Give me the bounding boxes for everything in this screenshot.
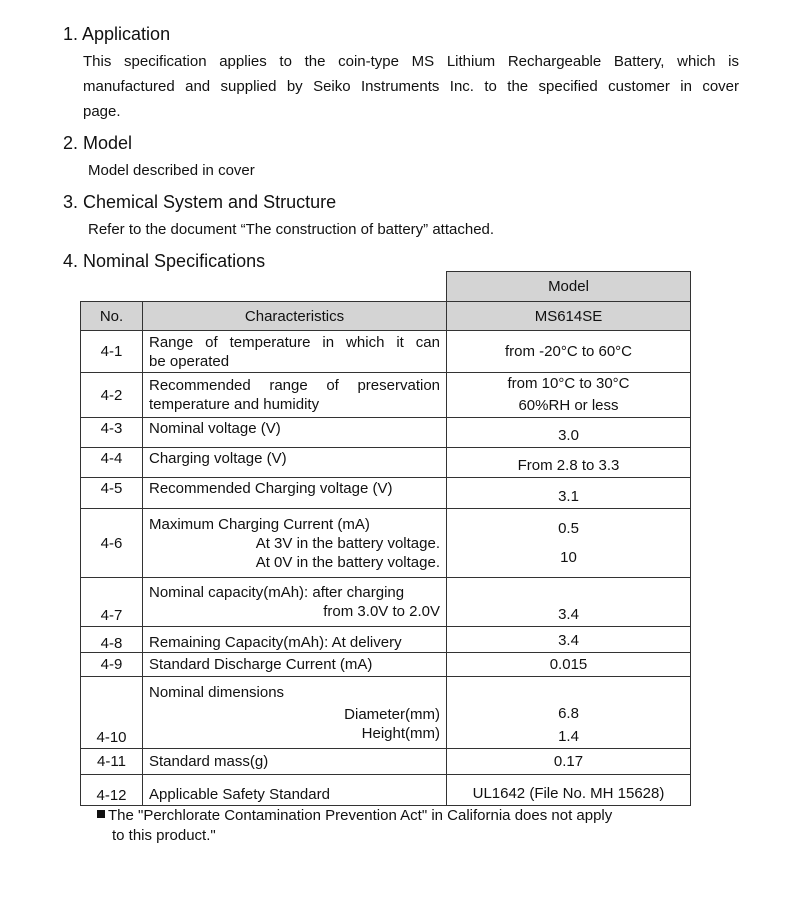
row-no: 4-5 <box>81 478 143 509</box>
row-no: 4-4 <box>81 448 143 478</box>
section-1-line-3: page. <box>83 103 121 120</box>
section-1-title: 1. Application <box>63 24 171 44</box>
section-1-text <box>83 49 739 124</box>
row-characteristic: Recommended Charging voltage (V) <box>143 478 447 509</box>
table-row <box>81 749 691 775</box>
table-row <box>81 448 691 478</box>
row-characteristic: Applicable Safety Standard <box>143 775 447 806</box>
section-2-title: 2. Model <box>63 133 133 153</box>
row-characteristic: Charging voltage (V) <box>143 448 447 478</box>
row-value-line: 6.8 <box>558 705 579 722</box>
row-characteristic-line: Maximum Charging Current (mA) <box>149 515 370 533</box>
section-1-line-1: This specification applies to the coin-type MS Lithium Rechargeable Battery, which is <box>83 53 739 70</box>
table-row <box>81 677 691 749</box>
table-row <box>81 418 691 448</box>
row-characteristic <box>143 509 447 578</box>
table-row <box>81 331 691 373</box>
row-value: 3.0 <box>447 418 691 448</box>
row-characteristic <box>143 677 447 749</box>
note-line-2: to this product." <box>112 827 216 844</box>
row-characteristic: Standard mass(g) <box>143 749 447 775</box>
row-no: 4-11 <box>81 749 143 775</box>
perchlorate-note <box>97 806 697 846</box>
row-characteristic <box>143 373 447 418</box>
row-value <box>447 677 691 749</box>
row-value: 3.1 <box>447 478 691 509</box>
section-2-text: Model described in cover <box>88 162 255 179</box>
row-value-line: 1.4 <box>558 728 579 745</box>
row-characteristic-line: be operated <box>149 352 230 370</box>
section-4-title: 4. Nominal Specifications <box>63 251 266 271</box>
row-no: 4-12 <box>81 775 143 806</box>
row-characteristic: Standard Discharge Current (mA) <box>143 653 447 677</box>
row-characteristic-line: Height(mm) <box>361 724 440 742</box>
row-no: 4-7 <box>81 578 143 627</box>
row-value: 0.17 <box>447 749 691 775</box>
row-no: 4-10 <box>81 677 143 749</box>
table-row <box>81 478 691 509</box>
model-header: Model <box>447 272 691 302</box>
row-value: From 2.8 to 3.3 <box>447 448 691 478</box>
row-characteristic-line: Recommended range of preservation <box>149 377 440 394</box>
row-characteristic-line: Nominal capacity(mAh): after charging <box>149 584 405 601</box>
row-characteristic-line: Nominal dimensions <box>149 683 285 701</box>
row-characteristic-line: temperature and humidity <box>149 396 320 413</box>
section-3-text: Refer to the document “The construction of battery” attached. <box>88 221 495 238</box>
bullet-square-icon <box>97 810 105 818</box>
note-line-1: The "Perchlorate Contamination Prevention Act" in California does not apply <box>108 807 613 824</box>
row-characteristic-line: At 0V in the battery voltage. <box>255 553 440 571</box>
model-name-cell: MS614SE <box>447 302 691 331</box>
row-characteristic-line: Range of temperature in which it can <box>149 333 440 351</box>
section-3-title: 3. Chemical System and Structure <box>63 192 337 212</box>
row-no: 4-9 <box>81 653 143 677</box>
row-characteristic-line: Diameter(mm) <box>344 705 440 723</box>
row-no: 4-6 <box>81 509 143 578</box>
specifications-table <box>80 271 691 806</box>
row-characteristic <box>143 578 447 627</box>
table-header-row <box>81 302 691 331</box>
table-row <box>81 373 691 418</box>
table-row <box>81 775 691 806</box>
row-characteristic <box>143 331 447 373</box>
row-characteristic-line: At 3V in the battery voltage. <box>255 534 440 552</box>
table-row <box>81 509 691 578</box>
table-row <box>81 578 691 627</box>
row-no: 4-1 <box>81 331 143 373</box>
table-row <box>81 653 691 677</box>
col-no-header: No. <box>81 302 143 331</box>
row-value: 3.4 <box>447 578 691 627</box>
row-value-line: 60%RH or less <box>518 397 619 414</box>
row-value: from -20°C to 60°C <box>447 331 691 373</box>
row-no: 4-8 <box>81 627 143 653</box>
row-value-line: 0.5 <box>558 519 579 537</box>
row-value: 3.4 <box>447 627 691 653</box>
row-characteristic-line: from 3.0V to 2.0V <box>323 603 440 620</box>
row-value: UL1642 (File No. MH 15628) <box>447 775 691 806</box>
col-characteristics-header: Characteristics <box>143 302 447 331</box>
row-value-line: from 10°C to 30°C <box>507 375 630 392</box>
table-row <box>81 627 691 653</box>
row-value: 0.015 <box>447 653 691 677</box>
section-1-line-2: manufactured and supplied by Seiko Instruments Inc. to the specified customer in cover <box>83 78 739 95</box>
row-no: 4-3 <box>81 418 143 448</box>
row-value-line: 10 <box>560 548 577 566</box>
row-value <box>447 373 691 418</box>
row-characteristic: Nominal voltage (V) <box>143 418 447 448</box>
row-value <box>447 509 691 578</box>
row-no: 4-2 <box>81 373 143 418</box>
row-characteristic: Remaining Capacity(mAh): At delivery <box>143 627 447 653</box>
